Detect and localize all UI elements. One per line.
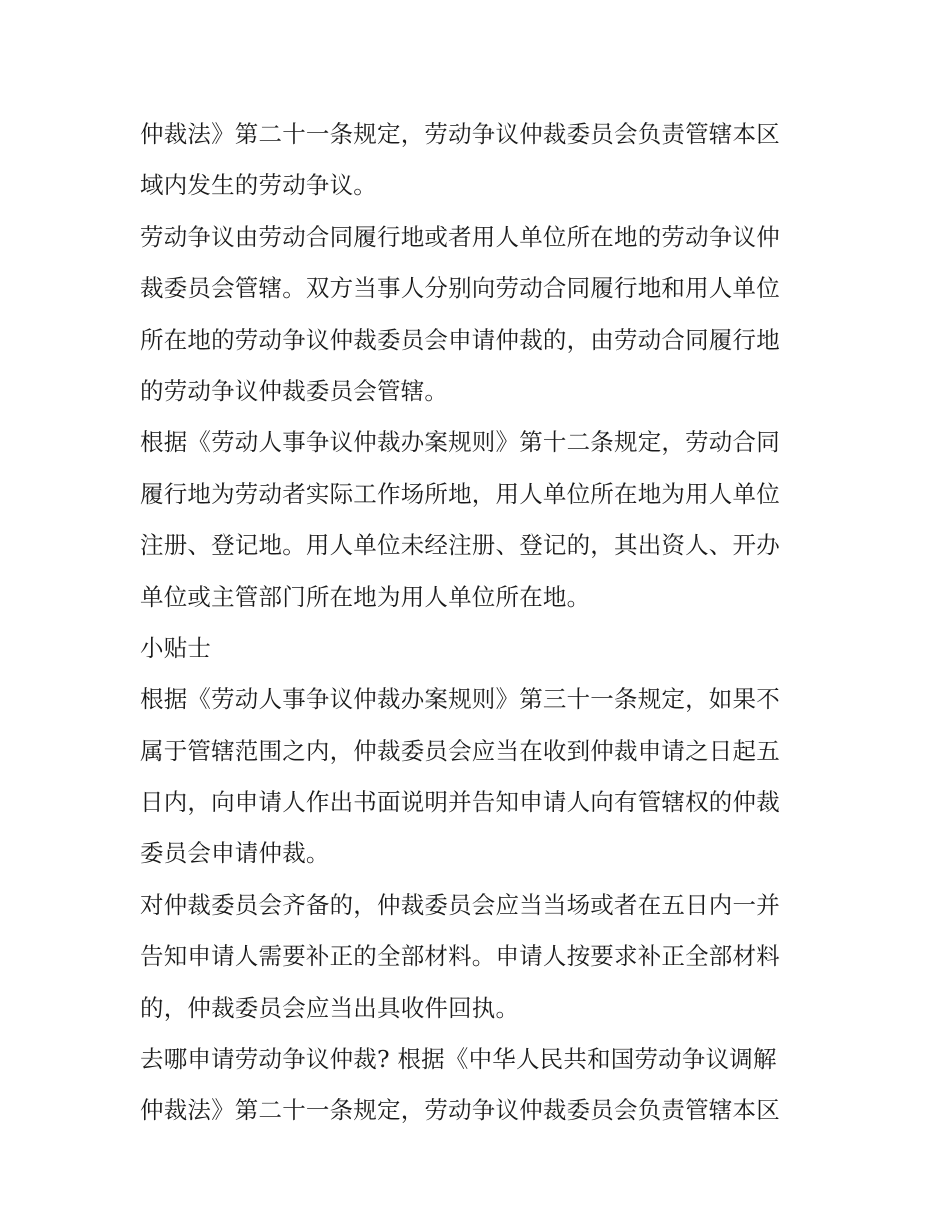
text-line: 裁委员会管辖。双方当事人分别向劳动合同履行地和用人单位 bbox=[140, 274, 780, 303]
text-line: 履行地为劳动者实际工作场所地，用人单位所在地为用人单位 bbox=[140, 479, 780, 508]
text-line: 的劳动争议仲裁委员会管辖。 bbox=[140, 376, 449, 405]
text-line: 属于管辖范围之内，仲裁委员会应当在收到仲裁申请之日起五 bbox=[140, 736, 780, 765]
text-line: 域内发生的劳动争议。 bbox=[140, 171, 377, 200]
text-line: 告知申请人需要补正的全部材料。申请人按要求补正全部材料 bbox=[140, 942, 780, 971]
text-line: 日内，向申请人作出书面说明并告知申请人向有管辖权的仲裁 bbox=[140, 788, 780, 817]
text-line: 注册、登记地。用人单位未经注册、登记的，其出资人、开办 bbox=[140, 531, 780, 560]
text-line: 劳动争议由劳动合同履行地或者用人单位所在地的劳动争议仲 bbox=[140, 222, 780, 251]
text-line: 单位或主管部门所在地为用人单位所在地。 bbox=[140, 582, 591, 611]
text-line: 对仲裁委员会齐备的，仲裁委员会应当当场或者在五日内一并 bbox=[140, 890, 780, 919]
text-line: 仲裁法》第二十一条规定，劳动争议仲裁委员会负责管辖本区 bbox=[140, 1096, 780, 1125]
text-line: 仲裁法》第二十一条规定，劳动争议仲裁委员会负责管辖本区 bbox=[140, 120, 780, 148]
text-line: 去哪申请劳动争议仲裁? 根据《中华人民共和国劳动争议调解 bbox=[140, 1045, 777, 1074]
text-line: 根据《劳动人事争议仲裁办案规则》第三十一条规定，如果不 bbox=[140, 685, 780, 714]
text-line: 所在地的劳动争议仲裁委员会申请仲裁的，由劳动合同履行地 bbox=[140, 325, 780, 354]
section-heading: 小贴士 bbox=[140, 633, 212, 662]
text-line: 委员会申请仲裁。 bbox=[140, 839, 330, 868]
document-body bbox=[140, 109, 830, 1137]
text-line: 根据《劳动人事争议仲裁办案规则》第十二条规定，劳动合同 bbox=[140, 428, 780, 457]
text-line: 的，仲裁委员会应当出具收件回执。 bbox=[140, 993, 520, 1022]
